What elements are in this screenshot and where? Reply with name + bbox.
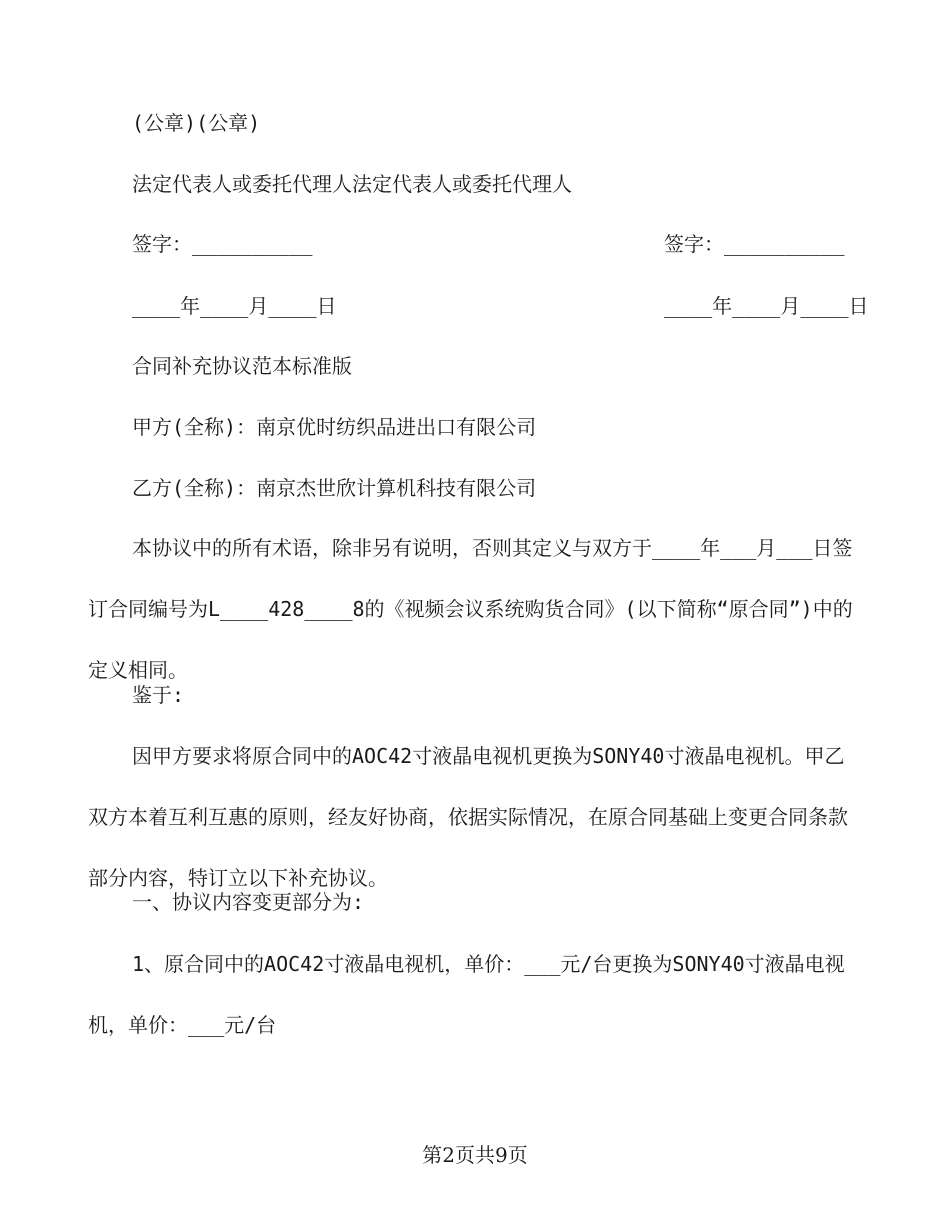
party-b: 乙方(全称)：南京杰世欣计算机科技有限公司 [132,476,537,500]
document-title: 合同补充协议范本标准版 [132,354,352,378]
terms-paragraph: 本协议中的所有术语，除非另有说明，否则其定义与双方于____年___月___日签订合同编号为L____428____8的《视频会议系统购货合同》(以下简称“原合同”)中的定义相同。 [88,536,853,682]
date-right: ____年____月____日 [664,294,869,318]
section-one-heading: 一、协议内容变更部分为: [132,890,365,914]
whereas-heading: 鉴于: [132,683,185,707]
representative-line: 法定代表人或委托代理人法定代表人或委托代理人 [132,172,572,196]
date-left: ____年____月____日 [132,294,337,318]
page-number: 第2页共9页 [422,1143,528,1167]
signature-right: 签字：__________ [664,232,845,256]
party-a: 甲方(全称)：南京优时纺织品进出口有限公司 [132,415,537,439]
item-one-paragraph: 1、原合同中的AOC42寸液晶电视机，单价：___元/台更换为SONY40寸液晶电视机，单价：___元/台 [88,952,845,1037]
signature-left: 签字：__________ [132,232,313,256]
reason-paragraph: 因甲方要求将原合同中的AOC42寸液晶电视机更换为SONY40寸液晶电视机。甲乙双方本着互利互惠的原则，经友好协商，依据实际情况，在原合同基础上变更合同条款部分内容，特订立以下补充协议。 [88,744,848,890]
seal-line: (公章)(公章) [132,111,261,135]
